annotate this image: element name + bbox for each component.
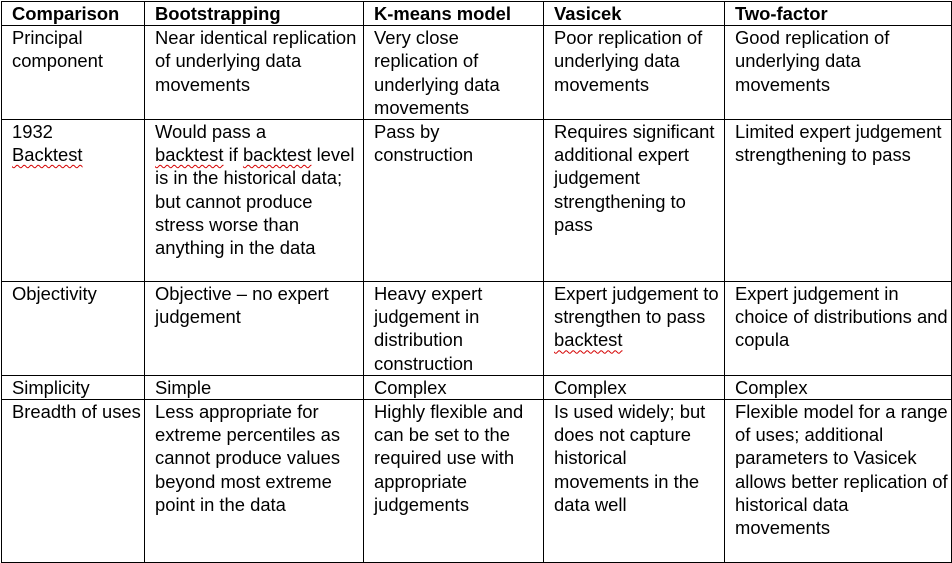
text-part: Would pass a <box>155 121 267 143</box>
cell-two-factor: Limited expert judgement strengthening to pass <box>725 120 952 282</box>
cell-bootstrapping: Near identical replication of underlying data movements <box>145 26 364 120</box>
table-row <box>2 120 952 282</box>
cell-vasicek: Is used widely; but does not capture historical movements in the data well <box>544 400 725 563</box>
row-label-principal-component: Principal component <box>2 26 145 120</box>
cell-two-factor: Flexible model for a range of uses; additional parameters to Vasicek allows better replication of historical data movements <box>725 400 952 563</box>
table-row <box>2 26 952 120</box>
spellcheck-word: backtest <box>554 329 623 351</box>
row-label-simplicity: Simplicity <box>2 375 145 399</box>
header-comparison: Comparison <box>2 2 145 26</box>
header-row <box>2 2 952 26</box>
text-part: level is in the historical data; but cannot produce stress worse than anything in the data <box>155 144 355 259</box>
cell-kmeans: Complex <box>364 375 544 399</box>
cell-two-factor: Complex <box>725 375 952 399</box>
label-part: 1932 <box>12 121 53 143</box>
cell-bootstrapping <box>145 120 364 282</box>
row-label-breadth-of-uses: Breadth of uses <box>2 400 145 563</box>
spellcheck-word: backtest <box>242 144 312 166</box>
table-row <box>2 400 952 563</box>
cell-bootstrapping: Less appropriate for extreme percentiles as cannot produce values beyond most extreme point in the data <box>145 400 364 563</box>
header-kmeans: K-means model <box>364 2 544 26</box>
header-two-factor: Two-factor <box>725 2 952 26</box>
cell-kmeans: Highly flexible and can be set to the required use with appropriate judgements <box>364 400 544 563</box>
cell-vasicek <box>544 282 725 376</box>
cell-kmeans: Heavy expert judgement in distribution construction <box>364 282 544 376</box>
row-label-objectivity: Objectivity <box>2 282 145 376</box>
header-bootstrapping: Bootstrapping <box>145 2 364 26</box>
spellcheck-word: backtest <box>155 144 224 166</box>
cell-vasicek: Requires significant additional expert judgement strengthening to pass <box>544 120 725 282</box>
cell-kmeans: Very close replication of underlying data movements <box>364 26 544 120</box>
text-part: Expert judgement to strengthen to pass <box>554 283 719 328</box>
table-row <box>2 282 952 376</box>
cell-kmeans: Pass by construction <box>364 120 544 282</box>
cell-vasicek: Complex <box>544 375 725 399</box>
comparison-table <box>1 1 952 563</box>
cell-bootstrapping: Simple <box>145 375 364 399</box>
cell-vasicek: Poor replication of underlying data movements <box>544 26 725 120</box>
cell-two-factor: Good replication of underlying data movements <box>725 26 952 120</box>
cell-two-factor: Expert judgement in choice of distributions and copula <box>725 282 952 376</box>
row-label-backtest <box>2 120 145 282</box>
header-vasicek: Vasicek <box>544 2 725 26</box>
cell-bootstrapping: Objective – no expert judgement <box>145 282 364 376</box>
table-row <box>2 375 952 399</box>
spellcheck-word: Backtest <box>12 144 83 166</box>
text-part: if <box>228 144 238 166</box>
